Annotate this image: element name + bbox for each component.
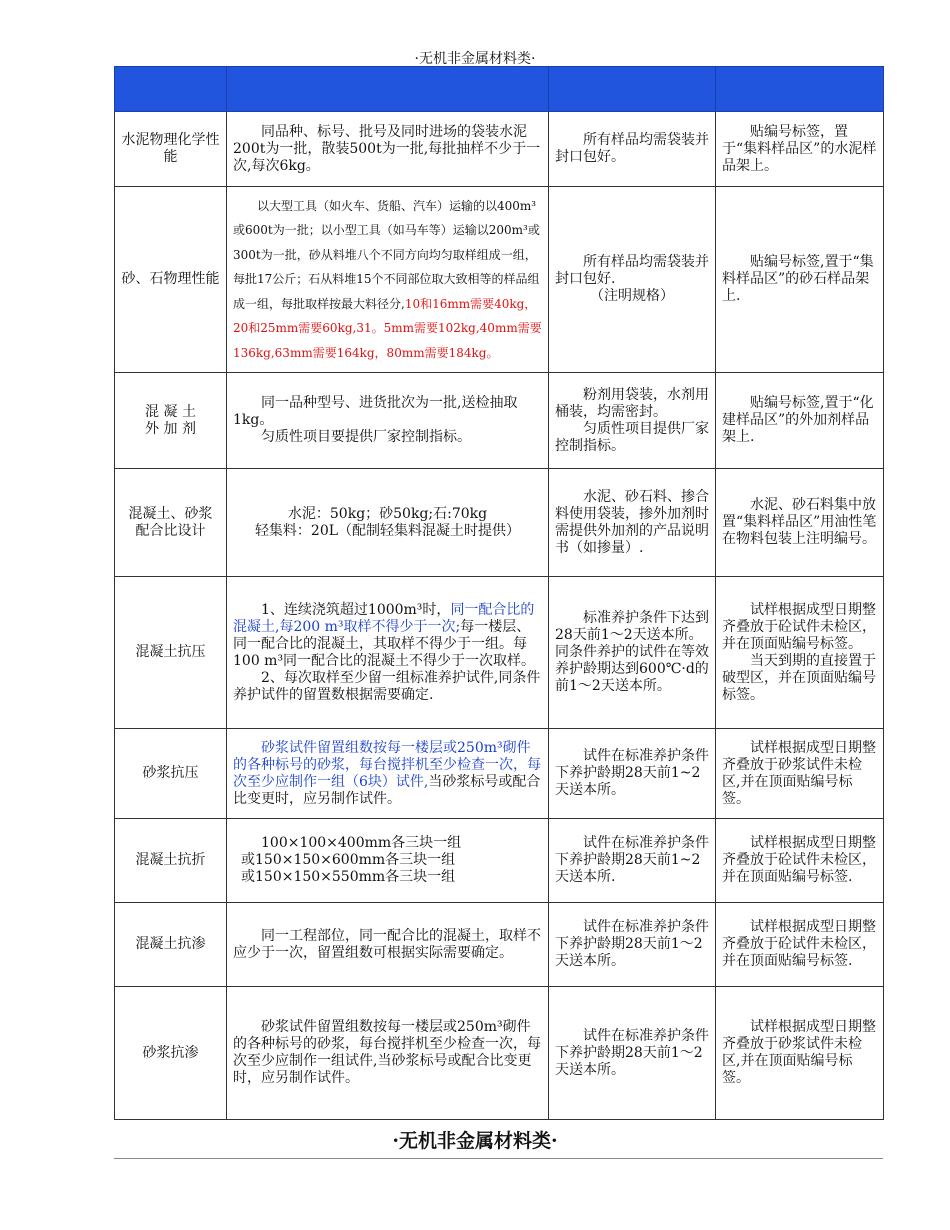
sampling-weights-highlight: 10和16mm需要40kg，20和25mm需要60kg,31。5mm需要102kg,40mm需要136kg,63mm需要164kg，80mm需要184kg。	[233, 296, 542, 360]
item-name: 混凝土抗渗	[115, 903, 227, 987]
table-row	[115, 112, 884, 187]
table-row	[115, 729, 884, 819]
packaging-rule: 水泥、砂石料、掺合料使用袋装，掺外加剂时需提供外加剂的产品说明书（如掺量）.	[549, 469, 716, 577]
sampling-rule: 同一工程部位，同一配合比的混凝土，取样不应少于一次，留置组数可根据实际需要确定。	[227, 903, 549, 987]
table-row	[115, 469, 884, 577]
packaging-rule: 试件在标准养护条件下养护龄期28天前1～2天送本所。	[549, 987, 716, 1120]
storage-rule: 试样根据成型日期整齐叠放于砂浆试件未检区,并在顶面贴编号标签。	[716, 729, 884, 819]
sampling-rule: 水泥：50kg；砂50kg;石:70kg 轻集料：20L（配制轻集料混凝土时提供）	[227, 469, 549, 577]
sampling-highlight: 砂浆试件留置组数按每一楼层或250m³砌件的各种标号的砂浆，每台搅拌机至少检查一次，每次至少应制作一组（6块）试件,	[233, 739, 541, 790]
sampling-requirements-table	[114, 66, 884, 1120]
footer-title: ·无机非金属材料类·	[392, 1130, 558, 1152]
table-row	[115, 987, 884, 1120]
header-cell	[549, 67, 716, 112]
table-row	[115, 577, 884, 729]
storage-rule: 试样根据成型日期整齐叠放于砼试件未检区，并在顶面贴编号标签。 当天到期的直接置于破型区，并在顶面贴编号标签。	[716, 577, 884, 729]
sampling-rule: 砂浆试件留置组数按每一楼层或250m³砌件的各种标号的砂浆，每台搅拌机至少检查一次，每次至少应制作一组试件,当砂浆标号或配合比变更时，应另制作试件。	[227, 987, 549, 1120]
packaging-rule: 试件在标准养护条件下养护龄期28天前1~2天送本所。	[549, 729, 716, 819]
header-cell	[227, 67, 549, 112]
table-row	[115, 373, 884, 469]
packaging-rule: 试件在标准养护条件下养护龄期28天前1～2天送本所。	[549, 903, 716, 987]
sampling-rule: 1、连续浇筑超过1000m³时，同一配合比的混凝土,每200 m³取样不得少于一次;每一楼层、同一配合比的混凝土，其取样不得少于一组。每100 m³同一配合比的混凝土不得少于一次取样。 2、每次取样至少留一组标准养护试件,同条件养护试件的留置数根据需要确定.	[227, 577, 549, 729]
storage-rule: 水泥、砂石料集中放置“集料样品区”用油性笔在物料包装上注明编号。	[716, 469, 884, 577]
storage-rule: 试样根据成型日期整齐叠放于砼试件未检区，并在顶面贴编号标签.	[716, 903, 884, 987]
storage-rule: 试样根据成型日期整齐叠放于砼试件未检区，并在顶面贴编号标签.	[716, 819, 884, 903]
storage-rule: 贴编号标签,置于“集料样品区”的砂石样品架上.	[716, 187, 884, 373]
item-name: 水泥物理化学性能	[115, 112, 227, 187]
item-name: 砂浆抗压	[115, 729, 227, 819]
storage-rule: 贴编号标签，置于“集料样品区”的水泥样品架上。	[716, 112, 884, 187]
item-name: 混 凝 土 外 加 剂	[115, 373, 227, 469]
item-name: 混凝土抗折	[115, 819, 227, 903]
table-header-row	[115, 67, 884, 112]
sampling-rule: 100×100×400mm各三块一组 或150×150×600mm各三块一组 或150×150×550mm各三块一组	[227, 819, 549, 903]
item-name: 砂、石物理性能	[115, 187, 227, 373]
packaging-rule: 所有样品均需袋装并封口包好. （注明规格）	[549, 187, 716, 373]
storage-rule: 贴编号标签,置于“化建样品区”的外加剂样品架上.	[716, 373, 884, 469]
table-row	[115, 187, 884, 373]
item-name: 混凝土抗压	[115, 577, 227, 729]
header-cell	[115, 67, 227, 112]
sampling-rule: 同品种、标号、批号及同时进场的袋装水泥200t为一批，散装500t为一批,每批抽样不少于一次,每次6kg。	[227, 112, 549, 187]
sampling-rule: 以大型工具（如火车、货船、汽车）运输的以400m³或600t为一批；以小型工具（如马车等）运输以200m³或300t为一批，砂从料堆八个不同方向均匀取样组成一组，每批17公斤；石从料堆15个不同部位取大致相等的样品组成一组，每批取样按最大料径分,10和16mm需要40kg，20和25mm需要60kg,31。5mm需要102kg,40mm需要136kg,63mm需要164kg，80mm需要184kg。	[227, 187, 549, 373]
page-header: ·无机非金属材料类·	[414, 51, 536, 67]
item-name: 砂浆抗渗	[115, 987, 227, 1120]
packaging-rule: 所有样品均需袋装并封口包好。	[549, 112, 716, 187]
storage-rule: 试样根据成型日期整齐叠放于砂浆试件未检区,并在顶面贴编号标签。	[716, 987, 884, 1120]
table-row	[115, 819, 884, 903]
table-row	[115, 903, 884, 987]
sampling-rule: 砂浆试件留置组数按每一楼层或250m³砌件的各种标号的砂浆，每台搅拌机至少检查一次，每次至少应制作一组（6块）试件,当砂浆标号或配合比变更时，应另制作试件。	[227, 729, 549, 819]
header-cell	[716, 67, 884, 112]
packaging-rule: 标准养护条件下达到28天前1～2天送本所。同条件养护的试件在等效养护龄期达到600℃·d的前1～2天送本所。	[549, 577, 716, 729]
packaging-rule: 试件在标准养护条件下养护龄期28天前1~2天送本所.	[549, 819, 716, 903]
sampling-rule: 同一品种型号、进货批次为一批,送检抽取1kg。 匀质性项目要提供厂家控制指标。	[227, 373, 549, 469]
item-name: 混凝土、砂浆 配合比设计	[115, 469, 227, 577]
packaging-rule: 粉剂用袋装，水剂用桶装，均需密封。 匀质性项目提供厂家控制指标。	[549, 373, 716, 469]
sampling-highlight: 同一配合比的混凝土,每200 m³取样不得少于一次;	[233, 601, 535, 635]
footer-divider	[114, 1158, 883, 1159]
